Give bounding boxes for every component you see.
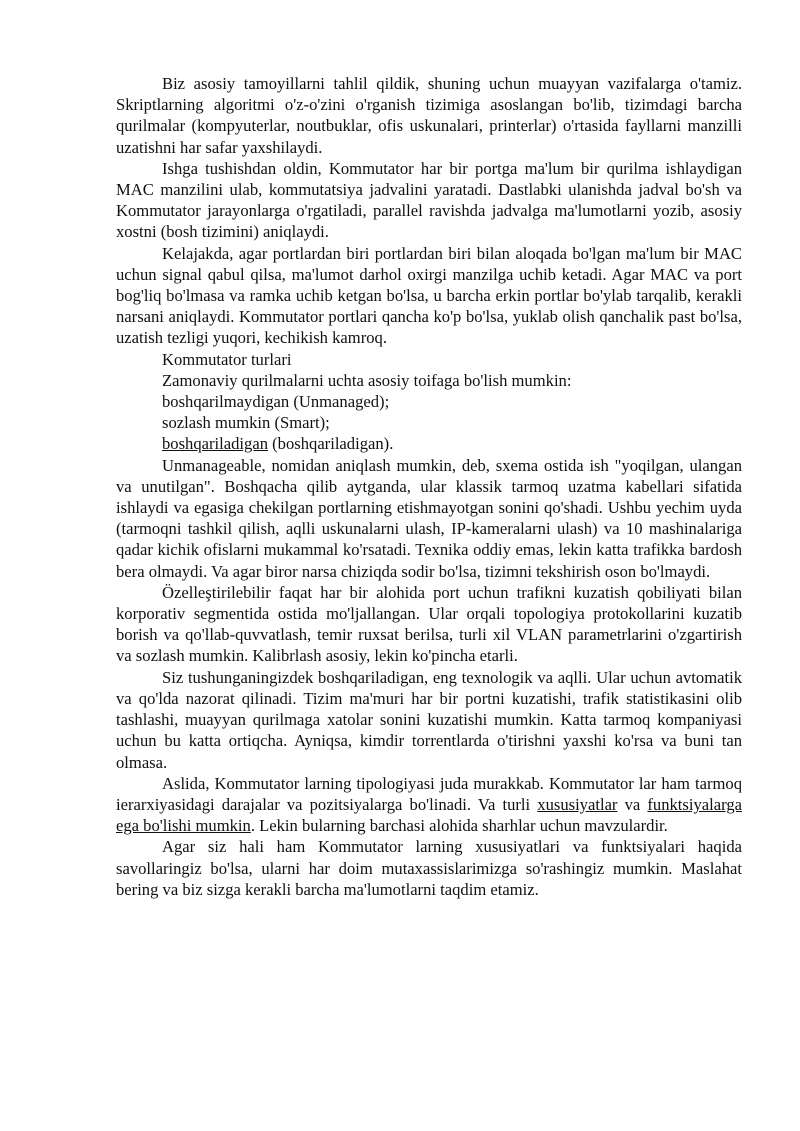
list-item-unmanaged: boshqarilmaydigan (Unmanaged); [162, 392, 390, 412]
paragraph-customizable: Özelleştirilebilir faqat har bir alohida port uchun trafikni kuzatish qobiliyati bilan korporativ segmentida ostida mo'ljallangan. Ular orqali topologiya protokollarini kuzatib borish va qo'llab-quvvatlash, temir ruxsat berilsa, turli xil VLAN parametrlarini o'zgartirish va sozlash mumkin. Kalibrlash asosiy, lekin ko'pincha etarli. [116, 582, 742, 666]
paragraph-principles: Biz asosiy tamoyillarni tahlil qildik, shuning uchun muayyan vazifalarga o'tamiz. Skriptlarning algoritmi o'z-o'zini o'rganish tizimiga asoslangan bo'lib, tizimdagi barcha qurilmalar (kompyuterlar, noutbuklar, ofis uskunalari, printerlar) o'rtasida fayllarni manzilli uzatishni har safar yaxshilaydi. [116, 74, 742, 157]
list-item-smart: sozlash mumkin (Smart); [162, 413, 330, 433]
features-link[interactable]: xususiyatlar [537, 794, 618, 814]
paragraph-future: Kelajakda, agar portlardan biri portlardan biri bilan aloqada bo'lgan ma'lum bir MAC uchun signal qabul qilsa, ma'lumot darhol oxirgi manzilga uchib ketadi. Agar MAC va port bog'liq bo'lmasa va ramka uchib ketgan bo'lsa, u barcha erkin portlar bo'ylab tarqalib, kerakli narsani aniqlaydi. Kommutator portlari qancha ko'p bo'lsa, yuklab olish qanchalik past bo'lsa, uzatish tezligi yuqori, kechikish kamroq. [116, 243, 742, 348]
typology-text-a: Aslida, Kommutator larning tipologiyasi juda murakkab. Kommutator lar ham tarmoq ierarxiyasidagi darajalar va pozitsiyalarga bo'linadi. Va turli [116, 773, 742, 814]
paragraph-managed: Siz tushunganingizdek boshqariladigan, eng texnologik va aqlli. Ular uchun avtomatik va qo'lda nazorat qilinadi. Tizim ma'muri har bir portni kuzatishi, trafik statistikasini olib tashlashi, muayyan qurilmaga xatolar sonini kuzatishi mumkin. Katta tarmoq kompaniyasi uchun bu katta ortiqcha. Ayniqsa, kimdir torrentlarda o'tirishni yaxshi ko'rsa va buni tan olmasa. [116, 667, 742, 772]
list-intro: Zamonaviy qurilmalarni uchta asosiy toifaga bo'lish mumkin: [162, 370, 572, 390]
section-heading: Kommutator turlari [162, 349, 292, 369]
list-item-managed-text: (boshqariladigan). [268, 434, 394, 454]
document-page [116, 73, 742, 900]
typology-text-c: . Lekin bularning barchasi alohida sharhlar uchun mavzulardir. [250, 816, 668, 836]
paragraph-unmanageable: Unmanageable, nomidan aniqlash mumkin, deb, sxema ostida ish "yoqilgan, ulangan va unutilgan". Boshqacha qilib aytganda, ular klassik tarmoq uzatma kabellari sifatida ishlaydi va egasiga chekilgan portlarning etishmayotgan sonini qo'shadi. Ushbu yechim uyda (tarmoqni tashkil qilish, aqlli uskunalarni ulash, IP-kameralarni ulash) va 10 mashinalariga qadar kichik ofislarni mukammal ko'rsatadi. Texnika oddiy emas, lekin katta trafikka bardosh bera olmaydi. Va agar biror narsa chiziqda sodir bo'lsa, tizimni tekshirish oson bo'lmaydi. [116, 455, 742, 581]
paragraph-typology [116, 773, 742, 837]
typology-text-b: va [617, 794, 648, 814]
managed-link[interactable]: boshqariladigan [162, 434, 268, 454]
paragraph-startup: Ishga tushishdan oldin, Kommutator har bir portga ma'lum bir qurilma ishlaydigan MAC manzilini ulab, kommutatsiya jadvalini yaratadi. Dastlabki ulanishda jadval bo'sh va Kommutator jarayonlarga o'rgatiladi, parallel ravishda jadvalga ma'lumotlarni yozib, asosiy xostni (bosh tizimini) aniqlaydi. [116, 158, 742, 242]
functions-link[interactable]: funktsiyalarga ega bo'lishi mumkin [116, 794, 742, 836]
paragraph-questions: Agar siz hali ham Kommutator larning xususiyatlari va funktsiyalari haqida savollaringiz bo'lsa, ularni har doim mutaxassislarimizga so'rashingiz mumkin. Maslahat bering va biz sizga kerakli barcha ma'lumotlarni taqdim etamiz. [116, 837, 742, 899]
list-item-managed [116, 433, 742, 454]
